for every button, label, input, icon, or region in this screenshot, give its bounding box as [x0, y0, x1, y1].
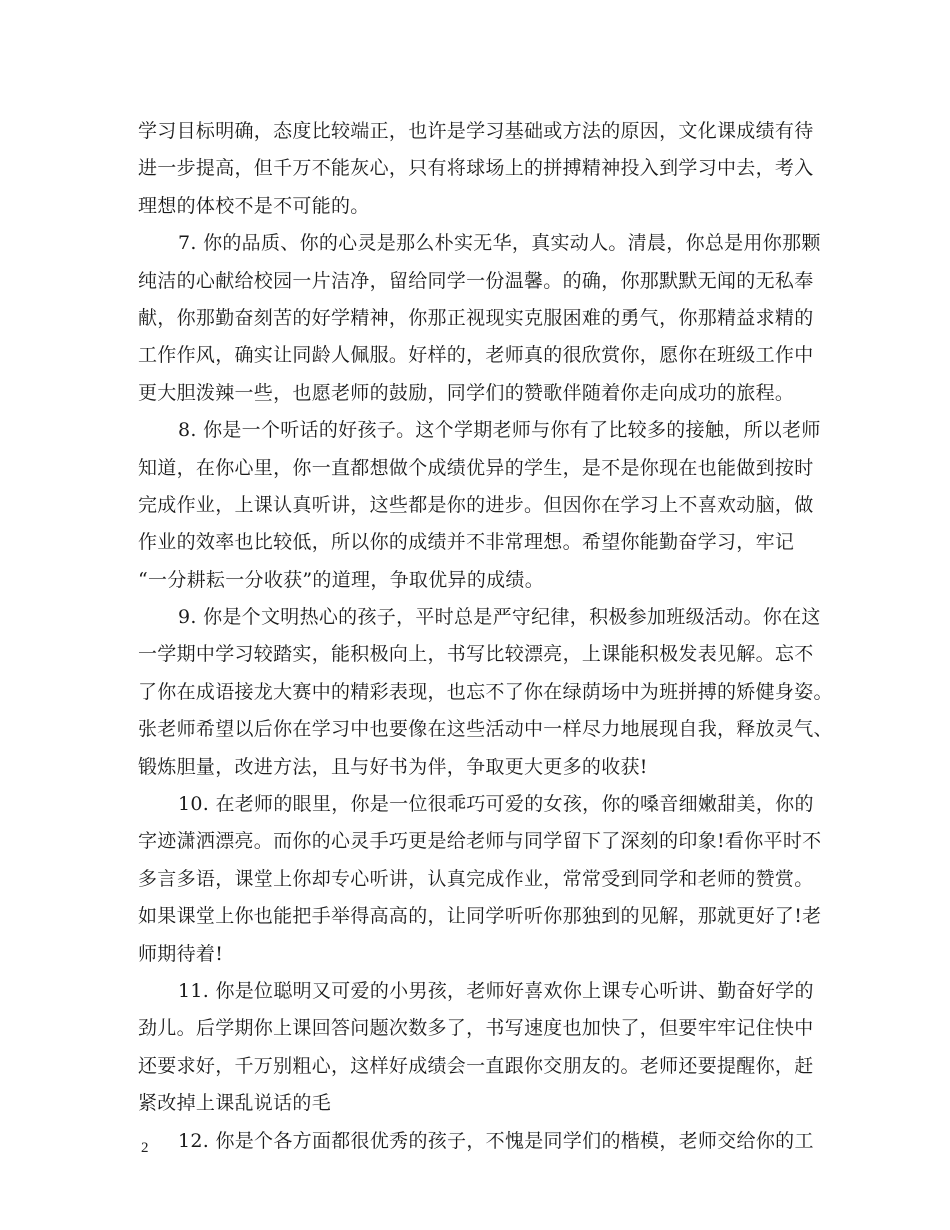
text-line: 献，你那勤奋刻苦的好学精神，你那正视现实克服困难的勇气，你那精益求精的: [138, 306, 814, 329]
text-line: 9. 你是个文明热心的孩子，平时总是严守纪律，积极参加班级活动。你在这: [178, 606, 821, 629]
paragraph-item-8: [138, 412, 821, 599]
text-line: 7. 你的品质、你的心灵是那么朴实无华，真实动人。清晨，你总是用你那颗: [178, 232, 821, 255]
text-line: 张老师希望以后你在学习中也要像在这些活动中一样尽力地展现自我，释放灵气、: [138, 718, 833, 741]
text-line: 一学期中学习较踏实，能积极向上，书写比较漂亮，上课能积极发表见解。忘不: [138, 643, 814, 666]
paragraph-item-9: [138, 599, 833, 786]
text-line: 11. 你是位聪明又可爱的小男孩，老师好喜欢你上课专心听讲、勤奋好学的: [178, 979, 814, 1002]
text-line: 8. 你是一个听话的好孩子。这个学期老师与你有了比较多的接触，所以老师: [178, 419, 821, 442]
text-line: 10. 在老师的眼里，你是一位很乖巧可爱的女孩，你的嗓音细嫩甜美，你的: [178, 793, 814, 816]
text-line: 字迹潇洒漂亮。而你的心灵手巧更是给老师与同学留下了深刻的印象!看你平时不: [138, 830, 822, 853]
text-line: 纯洁的心献给校园一片洁净，留给同学一份温馨。的确，你那默默无闻的无私奉: [138, 269, 814, 292]
text-line: 锻炼胆量，改进方法，且与好书为伴，争取更大更多的收获!: [138, 755, 648, 778]
text-line: 知道，在你心里，你一直都想做个成绩优异的学生，是不是你现在也能做到按时: [138, 456, 814, 479]
text-line: 完成作业，上课认真听讲，这些都是你的进步。但因你在学习上不喜欢动脑，做: [138, 493, 814, 516]
text-line: 劲儿。后学期你上课回答问题次数多了，书写速度也加快了，但要牢牢记住快中: [138, 1017, 814, 1040]
paragraph-item-10: [138, 786, 822, 973]
text-line: 学习目标明确，态度比较端正，也许是学习基础或方法的原因，文化课成绩有待: [138, 120, 814, 142]
text-line: 作业的效率也比较低，所以你的成绩并不非常理想。希望你能勤奋学习，牢记: [138, 531, 795, 554]
paragraph-continued: [138, 113, 818, 225]
text-line: 了你在成语接龙大赛中的精彩表现，也忘不了你在绿荫场中为班拼搏的矫健身姿。: [138, 680, 833, 703]
text-line: 更大胆泼辣一些，也愿老师的鼓励，同学们的赞歌伴随着你走向成功的旅程。: [138, 381, 795, 404]
text-line: 理想的体校不是不可能的。: [138, 194, 370, 217]
paragraph-item-7: [138, 225, 821, 412]
text-line: “一分耕耘一分收获”的道理，争取优异的成绩。: [138, 568, 545, 591]
page-number: 2: [141, 1140, 149, 1156]
text-line: 如果课堂上你也能把手举得高高的，让同学听听你那独到的见解，那就更好了!老: [138, 905, 822, 928]
text-line: 师期待着!: [138, 942, 224, 965]
paragraph-item-11: [138, 973, 818, 1123]
text-line: 12. 你是个各方面都很优秀的孩子，不愧是同学们的楷模，老师交给你的工: [178, 1129, 814, 1152]
text-line: 紧改掉上课乱说话的毛: [138, 1092, 332, 1115]
paragraph-item-12: [138, 1123, 818, 1160]
text-line: 还要求好，千万别粗心，这样好成绩会一直跟你交朋友的。老师还要提醒你，赶: [138, 1054, 814, 1077]
body-text: [138, 113, 833, 1160]
text-line: 工作作风，确实让同龄人佩服。好样的，老师真的很欣赏你，愿你在班级工作中: [138, 344, 814, 367]
text-line: 多言多语，课堂上你却专心听讲，认真完成作业，常常受到同学和老师的赞赏。: [138, 867, 814, 890]
text-line: 进一步提高，但千万不能灰心，只有将球场上的拼搏精神投入到学习中去，考入: [138, 157, 814, 180]
